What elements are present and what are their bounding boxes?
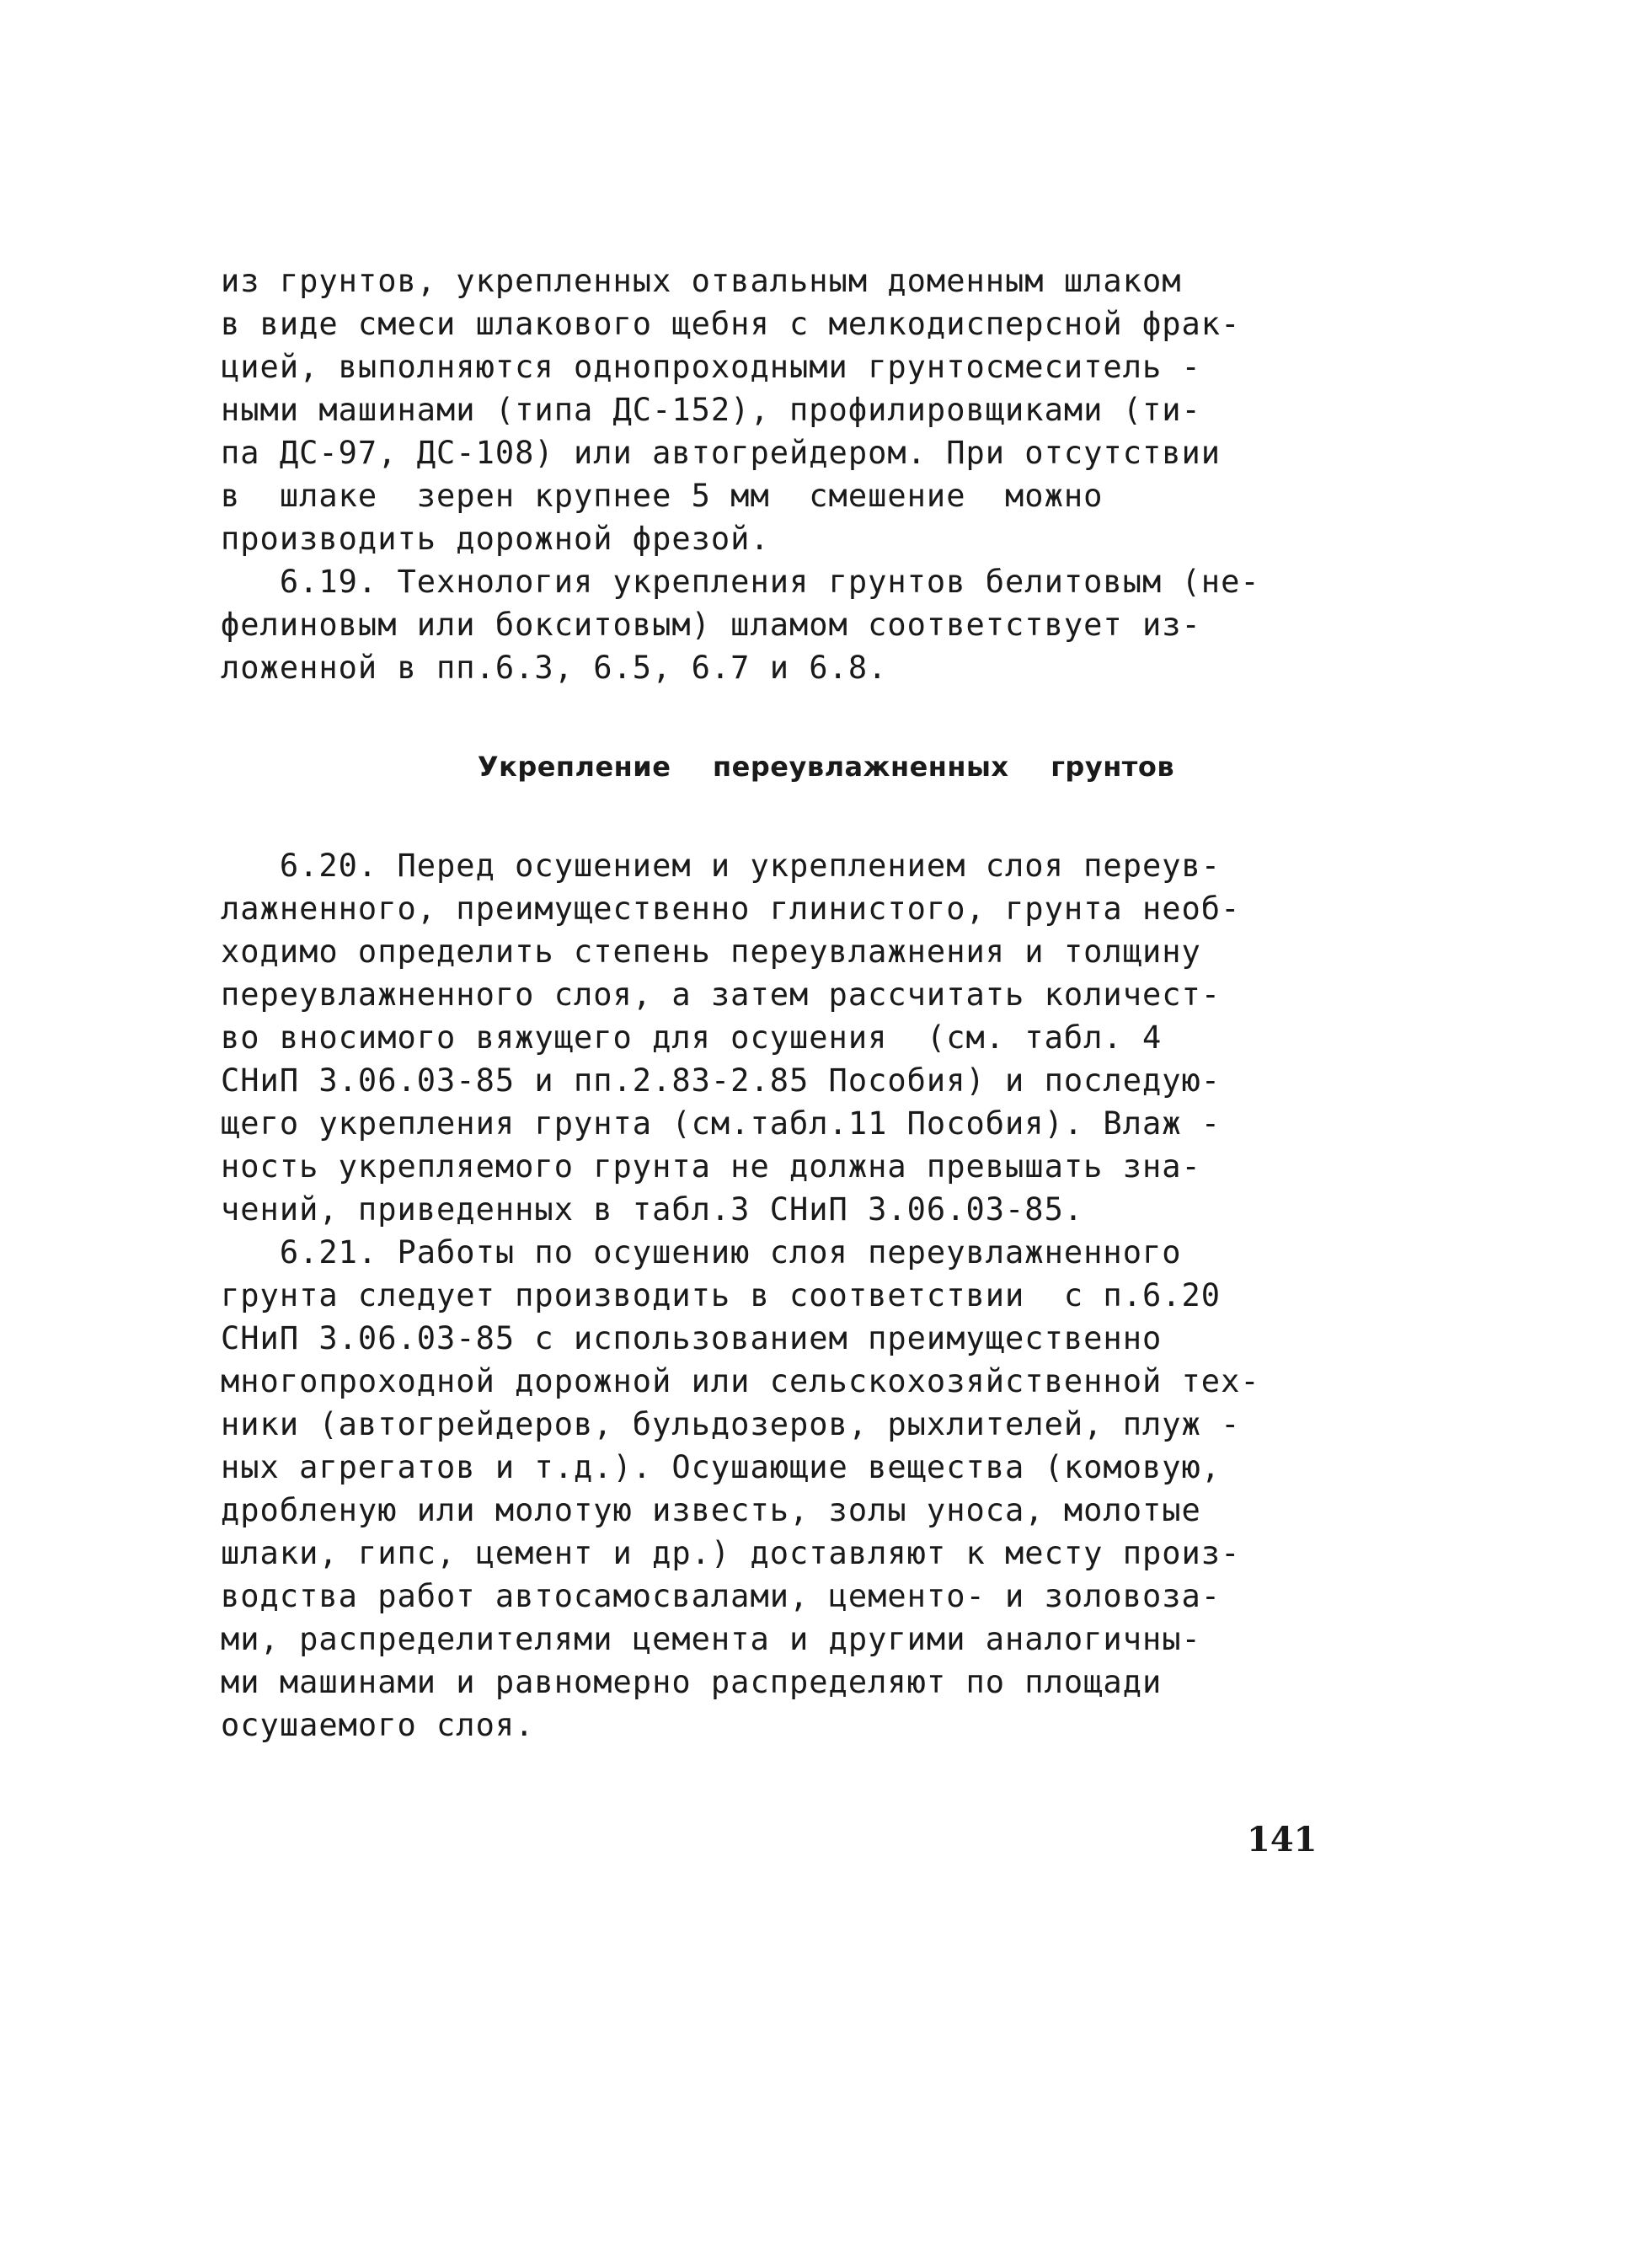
text-line: щего укрепления грунта (см.табл.11 Пособия). Влаж - [221, 1105, 1222, 1142]
page-number: 141 [1247, 1820, 1318, 1859]
text-line: СНиП 3.06.03-85 и пп.2.83-2.85 Пособия) и последую- [221, 1062, 1222, 1099]
text-line: ми машинами и равномерно распределяют по площади [221, 1664, 1163, 1700]
text-line: дробленую или молотую известь, золы уноса, молотые [221, 1492, 1201, 1528]
text-line: ложенной в пп.6.3, 6.5, 6.7 и 6.8. [221, 650, 888, 686]
text-line: 6.21. Работы по осушению слоя переувлажненного [221, 1234, 1182, 1271]
text-line: 6.20. Перед осушением и укреплением слоя переув- [221, 848, 1222, 884]
text-line: СНиП 3.06.03-85 с использованием преимущественно [221, 1320, 1163, 1356]
text-line: чений, приведенных в табл.3 СНиП 3.06.03-85. [221, 1191, 1084, 1228]
paragraph-block-bottom [221, 844, 1316, 1747]
text-line: ники (автогрейдеров, бульдозеров, рыхлителей, плуж - [221, 1406, 1241, 1442]
text-line: ность укрепляемого грунта не должна превышать зна- [221, 1148, 1201, 1185]
text-line: грунта следует производить в соответствии с п.6.20 [221, 1277, 1222, 1313]
text-line: переувлажненного слоя, а затем рассчитать количест- [221, 976, 1222, 1013]
text-line: ходимо определить степень переувлажнения и толщину [221, 934, 1201, 970]
text-line: ных агрегатов и т.д.). Осушающие вещества (комовую, [221, 1449, 1222, 1485]
text-line: шлаки, гипс, цемент и др.) доставляют к месту произ- [221, 1535, 1241, 1571]
text-line: цией, выполняются однопроходными грунтосмеситель - [221, 349, 1201, 385]
paragraph-block-top [221, 259, 1316, 689]
section-heading: Укрепление переувлажненных грунтов [477, 751, 1175, 783]
text-line: ными машинами (типа ДС-152), профилировщиками (ти- [221, 392, 1201, 428]
text-line: па ДС-97, ДС-108) или автогрейдером. При отсутствии [221, 435, 1222, 471]
text-line: из грунтов, укрепленных отвальным доменным шлаком [221, 263, 1182, 299]
text-line: в виде смеси шлакового щебня с мелкодисперсной фрак- [221, 306, 1241, 342]
text-line: во вносимого вяжущего для осушения (см. табл. 4 [221, 1019, 1163, 1056]
text-line: 6.19. Технология укрепления грунтов белитовым (не- [221, 564, 1260, 600]
text-line: осушаемого слоя. [221, 1707, 535, 1743]
text-line: лажненного, преимущественно глинистого, грунта необ- [221, 891, 1241, 927]
text-line: в шлаке зерен крупнее 5 мм смешение можно [221, 478, 1104, 514]
text-line: водства работ автосамосвалами, цементо- и золовоза- [221, 1578, 1222, 1614]
text-line: многопроходной дорожной или сельскохозяйственной тех- [221, 1363, 1260, 1399]
text-line: производить дорожной фрезой. [221, 521, 770, 557]
text-line: ми, распределителями цемента и другими аналогичны- [221, 1621, 1201, 1657]
text-line: фелиновым или бокситовым) шламом соответствует из- [221, 607, 1201, 643]
